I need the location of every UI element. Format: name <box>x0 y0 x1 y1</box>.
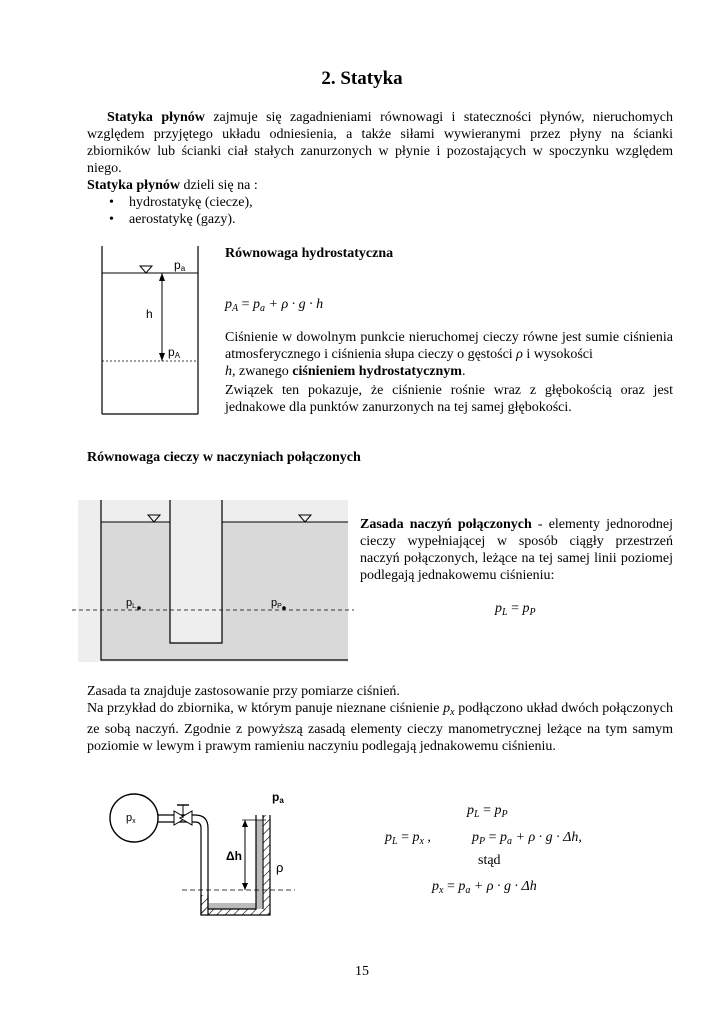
fig-pP-label: pP <box>271 597 282 610</box>
free-surface-triangle-icon <box>140 266 152 273</box>
application-paragraph: Zasada ta znajduje zastosowanie przy pomiarze ciśnień. Na przykład do zbiornika, w którym panuje nieznane ciśnienie $p_x$ podłączono układ dwóch połączonych ze sobą naczyń. Zgodnie z powyższą zasadą elementy cieczy manometrycznej leżące na tym samym poziomie w lewym i prawym ramieniu naczyniu podlegają jednakowemu ciśnieniu. <box>87 684 674 754</box>
pipe-lower <box>158 822 201 915</box>
division-bold-term: Statyka płynów <box>87 178 180 193</box>
fig-h-label: h <box>146 307 153 321</box>
fig-pa-label: pa <box>272 790 284 805</box>
connected-principle: Zasada naczyń połączonych - elementy jednorodnej cieczy wypełniającej w sposób ciągły przestrzeń naczyń połączonych, leżące na tej samej linii poziomej podlegają jednakowemu ciśnieniu: <box>360 517 674 583</box>
division-list <box>87 194 673 228</box>
fig-dh-label: Δh <box>226 849 242 863</box>
intro-text: zajmuje się zagadnieniami równowagi i stateczności płynów, nieruchomych względem przyjętego układu odniesienia, a także siłami wywieranymi przez płyny na ścianki zbiorników lub ścianki ciał stałych zanurzonych w płynie i pozostających w spoczynku względem niego. <box>87 110 674 176</box>
manometer-formula-1: $p_L = p_P$ <box>467 803 508 820</box>
fig-pa-label: pa <box>174 258 186 273</box>
arrow-down-icon <box>159 353 165 361</box>
connected-heading: Równowaga cieczy w naczyniach połączonych <box>87 450 361 465</box>
page-number: 15 <box>355 964 369 979</box>
hydrostatic-formula: $p_A = p_a + \rho \cdot g \cdot h$ <box>225 297 324 314</box>
manometer-stad: stąd <box>478 853 501 868</box>
arrow-down-icon <box>242 883 248 890</box>
utube-right-hatch <box>263 815 270 915</box>
connected-formula: $p_L = p_P$ <box>495 601 536 618</box>
hydrostatic-paragraph-1: Ciśnienie w dowolnym punkcie nieruchomej cieczy równe jest sumie ciśnienia atmosferycznego i ciśnienia słupa cieczy o gęstości ρ i wysokości h, zwanego ciśnieniem hydrostatycznym. <box>225 330 673 379</box>
valve-right-icon <box>180 811 192 825</box>
hydrostatic-heading: Równowaga hydrostatyczna <box>225 246 394 261</box>
fig-rho-label: ρ <box>276 860 284 875</box>
division-paragraph <box>87 177 673 228</box>
hydrostatic-tank-figure <box>90 246 210 416</box>
utube-bottom-hatch <box>201 909 270 915</box>
division-text: dzieli się na : <box>183 178 258 193</box>
list-item: • hydrostatykę (ciecze), <box>87 194 673 211</box>
intro-paragraph <box>87 109 673 177</box>
point-p <box>282 606 286 610</box>
page-title: 2. Statyka <box>321 68 403 89</box>
arrow-up-icon <box>159 273 165 281</box>
manometer-liquid <box>208 820 262 909</box>
arrow-up-icon <box>242 820 248 827</box>
fig-pA-label: pA <box>168 345 181 360</box>
manometer-figure <box>100 785 300 935</box>
connected-vessels-figure <box>72 500 354 662</box>
utube-left-hatch <box>201 895 208 915</box>
list-item: • aerostatykę (gazy). <box>87 211 673 228</box>
manometer-formula-2b: $p_P = p_a + \rho \cdot g \cdot \Delta h$, <box>472 830 582 847</box>
point-l <box>137 606 141 610</box>
fig-pL-label: pL <box>126 597 137 610</box>
manometer-formula-3: $p_x = p_a + \rho \cdot g \cdot \Delta h$ <box>432 879 537 896</box>
manometer-formula-2a: $p_L = p_x$ , <box>385 830 431 847</box>
liquid-fill <box>101 522 348 660</box>
intro-bold-term: Statyka płynów <box>107 110 205 125</box>
hydrostatic-paragraph-2: Związek ten pokazuje, że ciśnienie rośnie wraz z głębokością oraz jest jednakowe dla punktów zanurzonych na tej samej głębokości. <box>225 383 673 415</box>
fig-px-label: px <box>126 812 136 825</box>
